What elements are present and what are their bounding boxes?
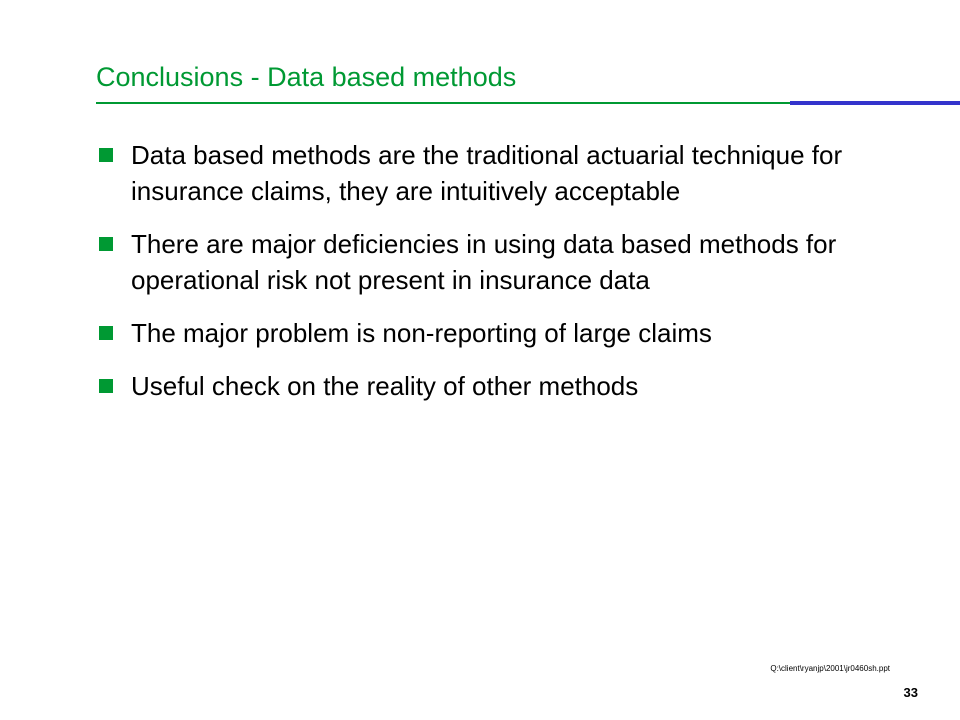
square-bullet-icon: [99, 148, 113, 162]
bullet-text: There are major deficiencies in using data based methods for operational risk not present in insurance data: [131, 229, 837, 295]
bullet-item: [96, 368, 916, 404]
title-underline-accent: [790, 101, 960, 105]
bullet-item: [96, 315, 916, 351]
page-number: 33: [903, 685, 918, 700]
bullet-text: The major problem is non-reporting of large claims: [131, 318, 712, 348]
file-path: Q:\client\ryanjp\2001\jr0460sh.ppt: [770, 664, 890, 673]
bullet-item: [96, 226, 916, 298]
bullet-list: [96, 137, 916, 421]
square-bullet-icon: [99, 237, 113, 251]
bullet-text: Data based methods are the traditional actuarial technique for insurance claims, they are intuitively acceptable: [131, 140, 843, 206]
square-bullet-icon: [99, 379, 113, 393]
slide-title: Conclusions - Data based methods: [96, 62, 517, 92]
square-bullet-icon: [99, 326, 113, 340]
bullet-item: [96, 137, 916, 209]
bullet-text: Useful check on the reality of other methods: [131, 371, 639, 401]
